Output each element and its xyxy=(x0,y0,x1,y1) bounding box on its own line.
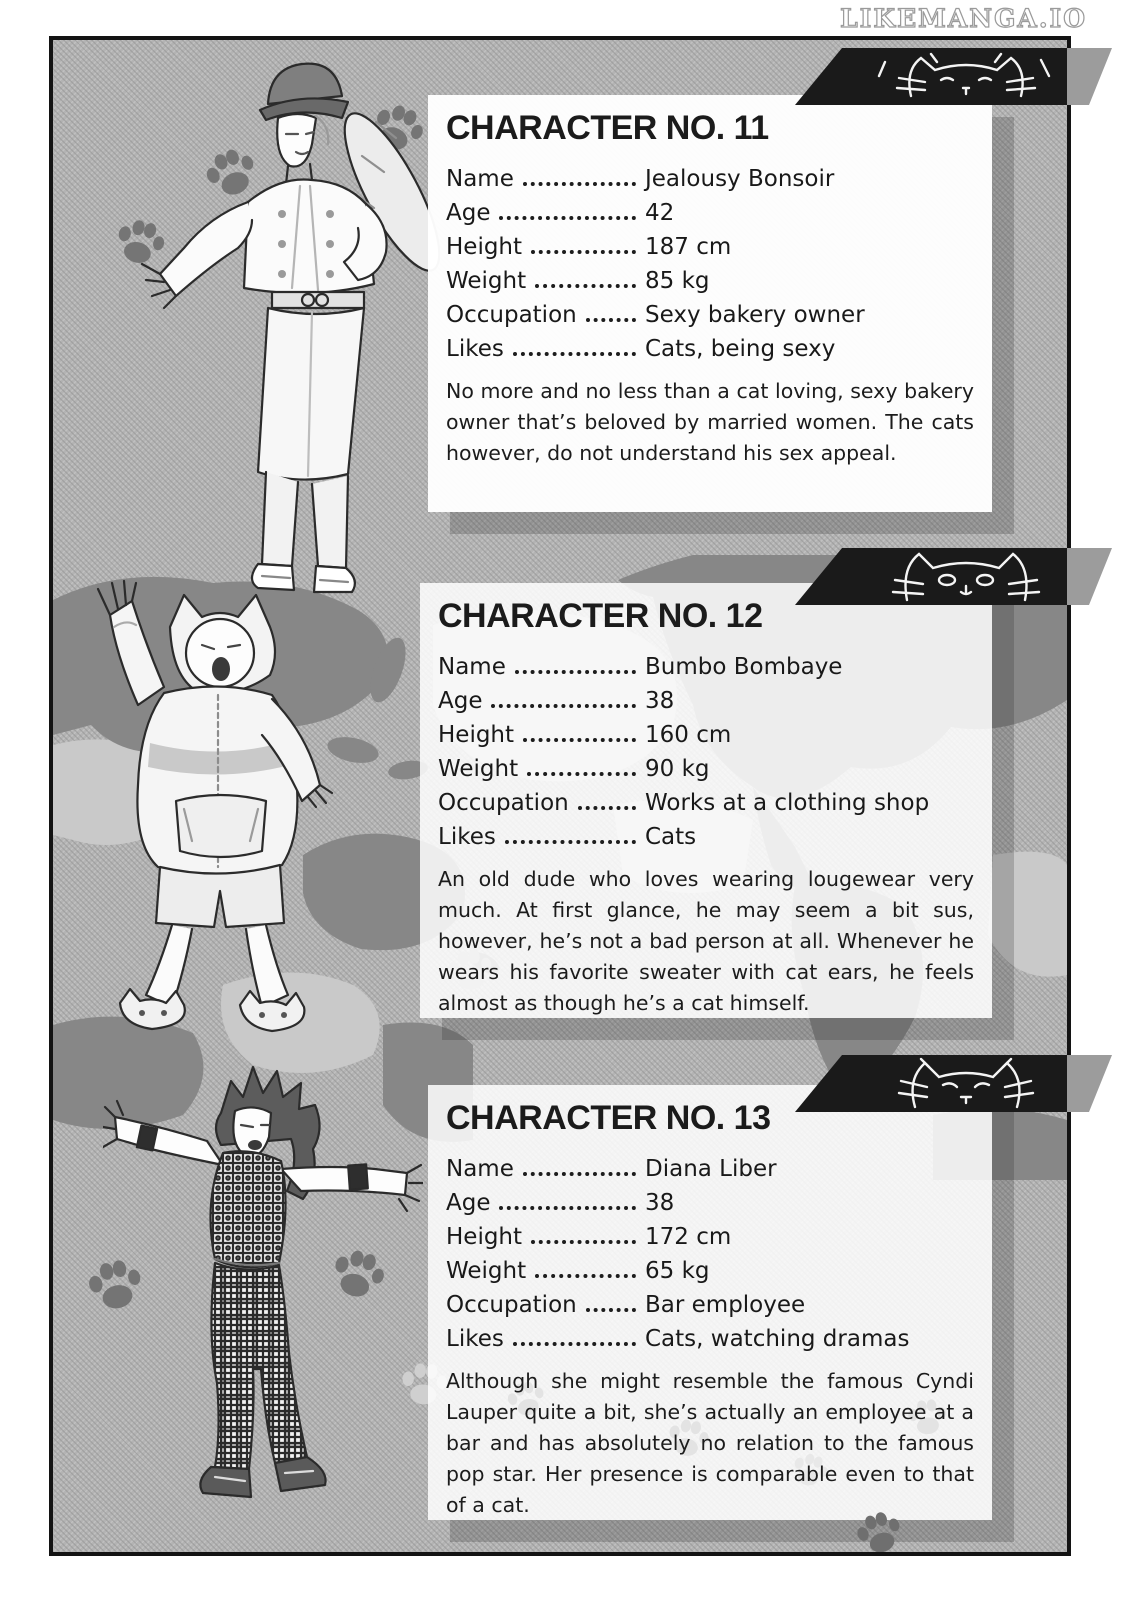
field-label: Likes xyxy=(446,1326,504,1352)
field-value: Cats, watching dramas xyxy=(645,1326,910,1352)
dotted-leader xyxy=(505,840,636,844)
field-label: Height xyxy=(438,722,515,748)
card-description: No more and no less than a cat loving, sexy bakery owner that’s beloved by married women. The cats however, do not understand his sex appeal. xyxy=(446,379,974,465)
field-value: Cats xyxy=(645,824,697,850)
field-value: 38 xyxy=(645,688,675,714)
field-value: 42 xyxy=(645,200,675,226)
field-label: Name xyxy=(446,1156,514,1182)
field-value: 172 cm xyxy=(645,1224,732,1250)
cat-illustration-icon xyxy=(871,50,1061,104)
field-row xyxy=(446,1220,974,1254)
card-title: CHARACTER NO. 12 xyxy=(438,597,763,635)
banner-tail-shape xyxy=(1067,548,1113,605)
character-12-illustration xyxy=(80,575,360,1040)
dotted-leader xyxy=(499,216,636,220)
field-label: Name xyxy=(446,166,514,192)
card-description: Although she might resemble the famous Cyndi Lauper quite a bit, she’s actually an employee at a bar and has absolutely no relation to the famous pop star. Her presence is comparable even to that of a cat. xyxy=(446,1369,974,1517)
field-label: Weight xyxy=(438,756,519,782)
field-label: Height xyxy=(446,234,523,260)
dotted-leader xyxy=(527,772,636,776)
field-row xyxy=(446,196,974,230)
dotted-leader xyxy=(535,1274,636,1278)
dotted-leader xyxy=(586,1308,636,1312)
field-row xyxy=(446,1186,974,1220)
field-value: Sexy bakery owner xyxy=(645,302,865,328)
dotted-leader xyxy=(499,1206,636,1210)
cat-illustration-icon xyxy=(871,550,1061,604)
field-label: Age xyxy=(446,200,491,226)
field-row xyxy=(446,264,974,298)
dotted-leader xyxy=(515,670,636,674)
field-row xyxy=(438,786,974,820)
field-row xyxy=(446,298,974,332)
field-row xyxy=(446,1254,974,1288)
field-value: Diana Liber xyxy=(645,1156,777,1182)
field-label: Name xyxy=(438,654,506,680)
field-row xyxy=(438,650,974,684)
character-card-13 xyxy=(428,1085,992,1520)
field-value: Jealousy Bonsoir xyxy=(645,166,835,192)
card-description: An old dude who loves wearing lougewear very much. At first glance, he may seem a bit sus, however, he’s not a bad person at all. Whenever he wears his favorite sweater with cat ears, he feels almost as though he’s a cat himself. xyxy=(438,867,974,1015)
dotted-leader xyxy=(491,704,636,708)
field-label: Likes xyxy=(438,824,496,850)
cat-illustration-icon xyxy=(871,1057,1061,1111)
dotted-leader xyxy=(513,1342,636,1346)
card-title: CHARACTER NO. 13 xyxy=(446,1099,771,1137)
field-value: 65 kg xyxy=(645,1258,710,1284)
field-label: Occupation xyxy=(438,790,569,816)
dotted-leader xyxy=(586,318,636,322)
dotted-leader xyxy=(523,1172,636,1176)
field-value: Bumbo Bombaye xyxy=(645,654,843,680)
field-row xyxy=(438,718,974,752)
field-label: Likes xyxy=(446,336,504,362)
paw-print-icon xyxy=(851,1508,907,1556)
field-value: Bar employee xyxy=(645,1292,806,1318)
field-label: Occupation xyxy=(446,302,577,328)
field-label: Age xyxy=(438,688,483,714)
field-row xyxy=(446,1288,974,1322)
character-card-12 xyxy=(420,583,992,1018)
site-watermark: LIKEMANGA.IO xyxy=(840,4,1087,33)
field-value: 90 kg xyxy=(645,756,710,782)
field-row xyxy=(446,230,974,264)
banner-tail-shape xyxy=(1067,1055,1113,1112)
dotted-leader xyxy=(535,284,636,288)
field-row xyxy=(446,332,974,366)
dotted-leader xyxy=(523,182,636,186)
dotted-leader xyxy=(523,738,636,742)
field-value: 160 cm xyxy=(645,722,732,748)
field-row xyxy=(446,1152,974,1186)
banner-tail-shape xyxy=(1067,48,1113,105)
dotted-leader xyxy=(531,250,636,254)
field-value: 38 xyxy=(645,1190,675,1216)
field-row xyxy=(438,684,974,718)
field-value: Works at a clothing shop xyxy=(645,790,930,816)
character-card-11 xyxy=(428,95,992,512)
card-11-banner xyxy=(785,48,1067,105)
field-label: Weight xyxy=(446,1258,527,1284)
dotted-leader xyxy=(513,352,636,356)
field-label: Age xyxy=(446,1190,491,1216)
field-label: Occupation xyxy=(446,1292,577,1318)
field-row xyxy=(446,1322,974,1356)
field-label: Height xyxy=(446,1224,523,1250)
dotted-leader xyxy=(531,1240,636,1244)
field-value: Cats, being sexy xyxy=(645,336,836,362)
field-row xyxy=(446,162,974,196)
character-11-illustration xyxy=(140,52,440,612)
dotted-leader xyxy=(578,806,636,810)
field-label: Weight xyxy=(446,268,527,294)
field-value: 187 cm xyxy=(645,234,732,260)
field-row xyxy=(438,820,974,854)
field-value: 85 kg xyxy=(645,268,710,294)
field-row xyxy=(438,752,974,786)
card-title: CHARACTER NO. 11 xyxy=(446,109,769,147)
character-13-illustration xyxy=(103,1053,423,1523)
manga-page-panel xyxy=(49,36,1071,1556)
